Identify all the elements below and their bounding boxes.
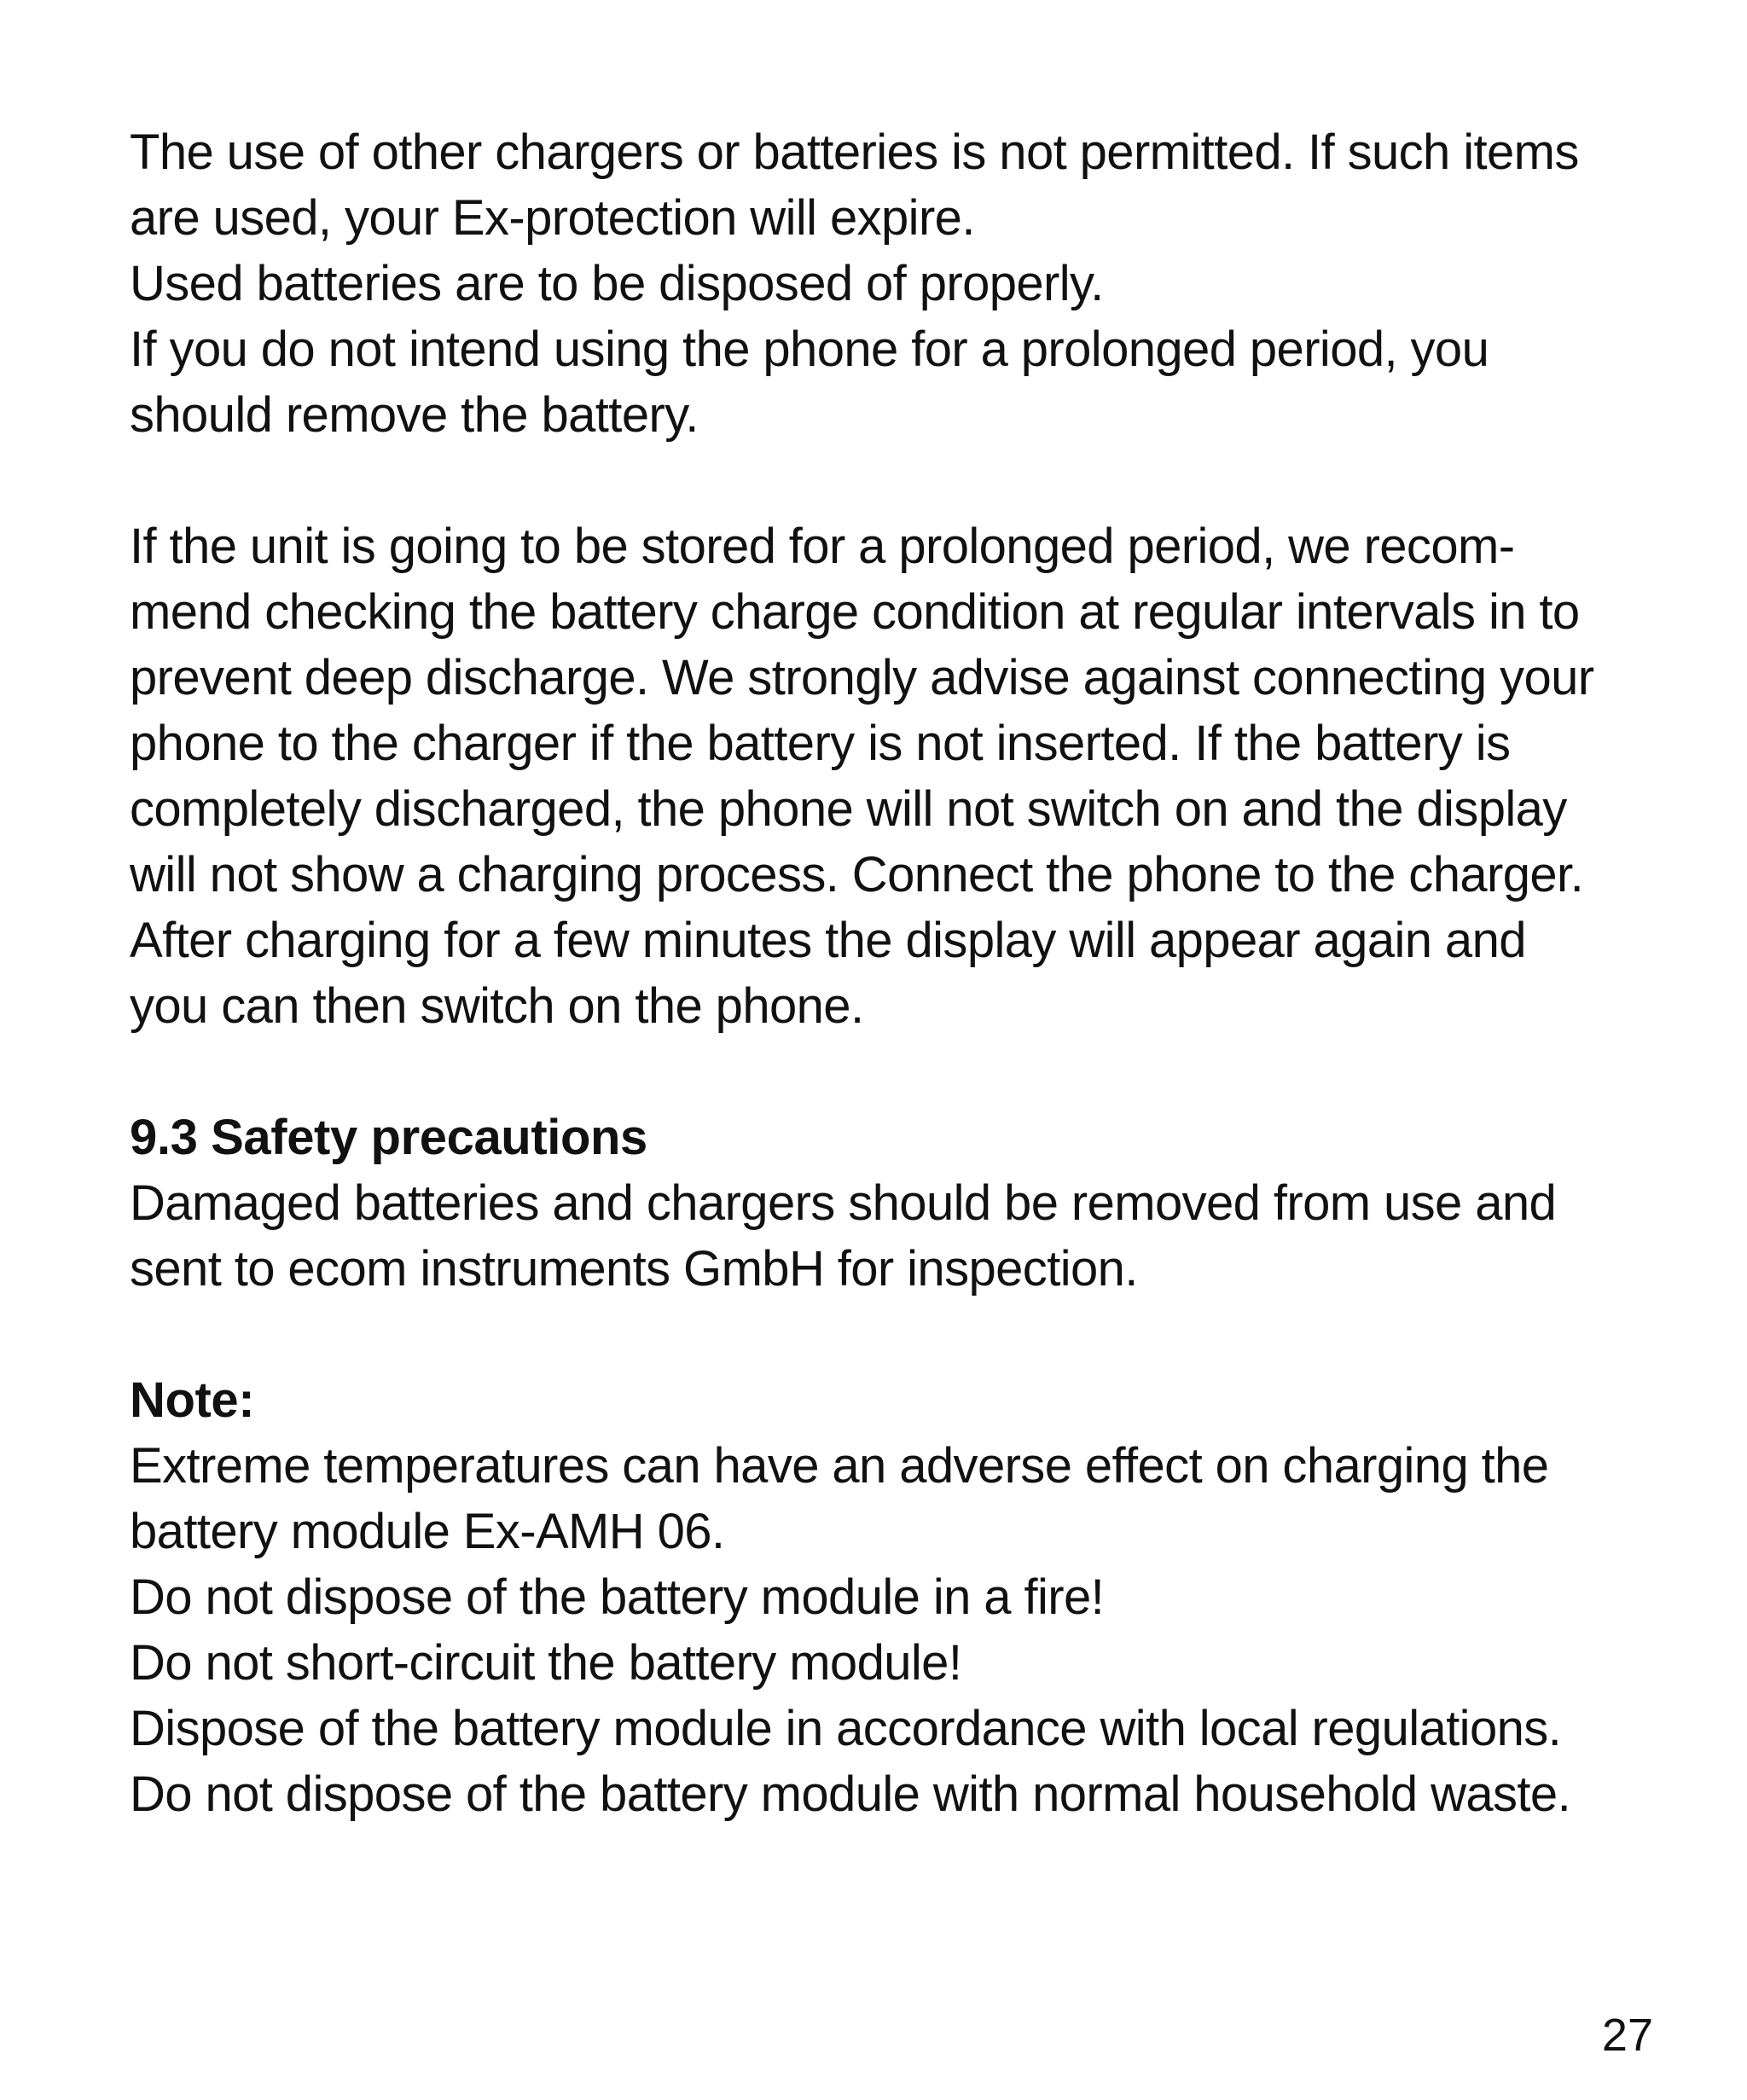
text-line: sent to ecom instruments GmbH for inspection. — [130, 1241, 1138, 1297]
text-line: If you do not intend using the phone for a prolonged period, you — [130, 322, 1489, 377]
text-line: phone to the charger if the battery is not inserted. If the battery is — [130, 716, 1511, 771]
text-line: Do not dispose of the battery module in a fire! — [130, 1569, 1105, 1625]
text-line: will not show a charging process. Connect the phone to the charger. — [130, 847, 1584, 902]
text-line: Dispose of the battery module in accordance with local regulations. — [130, 1701, 1562, 1756]
paragraph-spacer — [130, 1302, 1657, 1367]
text-line: Extreme temperatures can have an adverse effect on charging the — [130, 1438, 1549, 1494]
text-line: The use of other chargers or batteries is not permitted. If such items — [130, 125, 1579, 180]
section-safety-precautions — [130, 1105, 1657, 1302]
text-line: Do not short-circuit the battery module! — [130, 1635, 962, 1691]
text-line: Damaged batteries and chargers should be removed from use and — [130, 1175, 1557, 1231]
text-line: Used batteries are to be disposed of properly. — [130, 256, 1104, 311]
document-page — [130, 119, 1657, 1827]
text-line: completely discharged, the phone will not switch on and the display — [130, 781, 1567, 837]
text-line: Do not dispose of the battery module with normal household waste. — [130, 1766, 1571, 1822]
page-number: 27 — [1601, 2010, 1653, 2061]
paragraph-spacer — [130, 1039, 1657, 1105]
text-line: should remove the battery. — [130, 387, 699, 443]
text-line: If the unit is going to be stored for a prolonged period, we recom- — [130, 519, 1515, 574]
paragraph-charger-usage — [130, 119, 1657, 448]
text-line: are used, your Ex-protection will expire. — [130, 190, 975, 246]
paragraph-storage — [130, 513, 1657, 1039]
section-note — [130, 1367, 1657, 1827]
paragraph-spacer — [130, 448, 1657, 513]
text-line: After charging for a few minutes the display will appear again and — [130, 913, 1526, 968]
note-heading: Note: — [130, 1372, 255, 1428]
text-line: battery module Ex-AMH 06. — [130, 1504, 725, 1559]
section-heading: 9.3 Safety precautions — [130, 1110, 647, 1165]
text-line: prevent deep discharge. We strongly advise against connecting your — [130, 650, 1594, 705]
text-line: mend checking the battery charge condition at regular intervals in to — [130, 584, 1580, 640]
text-line: you can then switch on the phone. — [130, 978, 864, 1034]
